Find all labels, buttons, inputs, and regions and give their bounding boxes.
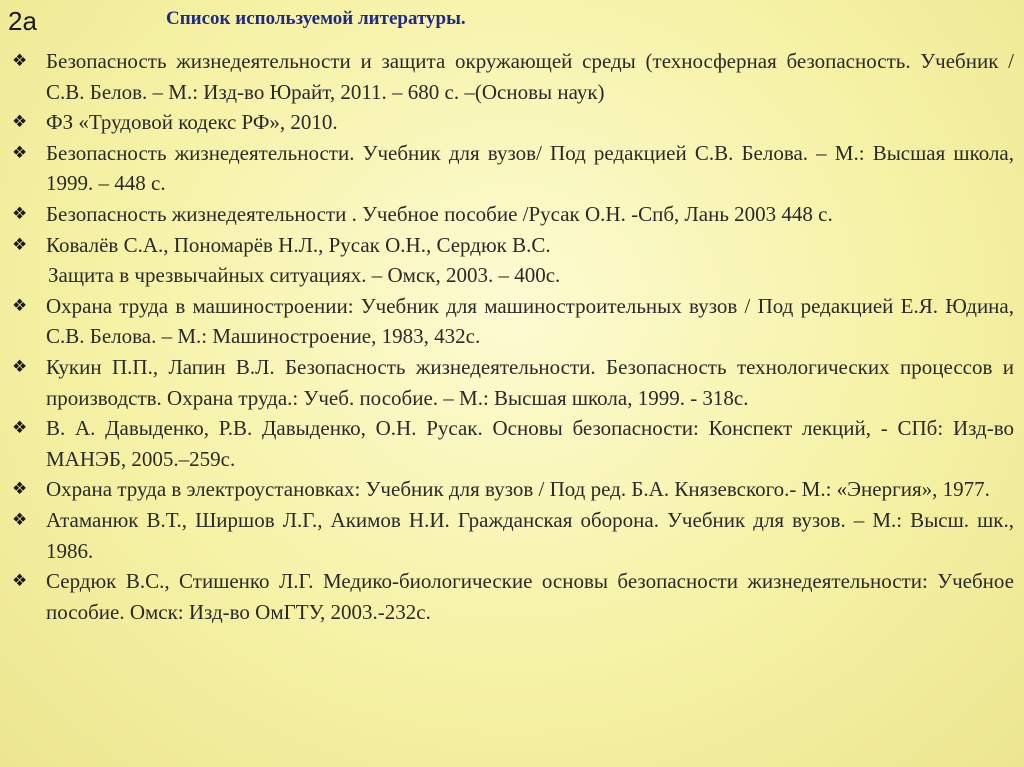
reference-item xyxy=(10,138,1014,199)
reference-item xyxy=(10,199,1014,230)
reference-item xyxy=(10,566,1014,627)
reference-item xyxy=(10,46,1014,107)
reference-text: В. А. Давыденко, Р.В. Давыденко, О.Н. Русак. Основы безопасности: Конспект лекций, - СПб: Изд-во МАНЭБ, 2005.–259с. xyxy=(46,416,1014,471)
reference-item xyxy=(10,505,1014,566)
diamond-bullet-icon: ❖ xyxy=(12,509,28,530)
diamond-bullet-icon: ❖ xyxy=(12,479,28,500)
reference-text: Безопасность жизнедеятельности. Учебник для вузов/ Под редакцией С.В. Белова. – М.: Высшая школа, 1999. – 448 с. xyxy=(46,140,1014,196)
reference-text: Кукин П.П., Лапин В.Л. Безопасность жизнедеятельности. Безопасность технологических процессов и производств. Охрана труда.: Учеб. пособие. – М.: Высшая школа, 1999. - 318с. xyxy=(46,354,1014,410)
reference-text: ФЗ «Трудовой кодекс РФ», 2010. xyxy=(46,110,338,135)
reference-item xyxy=(10,413,1014,474)
diamond-bullet-icon: ❖ xyxy=(12,51,28,71)
reference-text: Охрана труда в электроустановках: Учебник для вузов / Под ред. Б.А. Князевского.- М.: «Энергия», 1977. xyxy=(46,477,990,502)
diamond-bullet-icon: ❖ xyxy=(12,234,28,255)
reference-text: Сердюк В.С., Стишенко Л.Г. Медико-биологические основы безопасности жизнедеятельности: Учебное пособие. Омск: Изд-во ОмГТУ, 2003.-232с. xyxy=(46,569,1014,624)
reference-continuation: Защита в чрезвычайных ситуациях. – Омск, 2003. – 400с. xyxy=(48,263,561,288)
reference-item xyxy=(10,291,1014,352)
slide-title: Список используемой литературы. xyxy=(166,8,466,29)
diamond-bullet-icon: ❖ xyxy=(12,142,28,163)
reference-text: Охрана труда в машиностроении: Учебник для машиностроительных вузов / Под редакцией Е.Я. Юдина, С.В. Белова. – М.: Машиностроение, 1983, 432с. xyxy=(46,293,1014,349)
slide-number: 2а xyxy=(8,6,37,36)
reference-list xyxy=(10,46,1014,627)
reference-text: Безопасность жизнедеятельности . Учебное пособие /Русак О.Н. -Спб, Лань 2003 448 с. xyxy=(46,201,833,226)
diamond-bullet-icon: ❖ xyxy=(12,203,28,224)
diamond-bullet-icon: ❖ xyxy=(12,356,28,377)
reference-text: Ковалёв С.А., Пономарёв Н.Л., Русак О.Н., Сердюк В.С. xyxy=(46,232,551,257)
diamond-bullet-icon: ❖ xyxy=(12,112,28,133)
reference-text: Атаманюк В.Т., Ширшов Л.Г., Акимов Н.И. Гражданская оборона. Учебник для вузов. – М.: Высш. шк., 1986. xyxy=(46,507,1014,563)
diamond-bullet-icon: ❖ xyxy=(12,295,28,316)
diamond-bullet-icon: ❖ xyxy=(12,571,28,592)
diamond-bullet-icon: ❖ xyxy=(12,418,28,439)
reference-item xyxy=(10,352,1014,413)
reference-item xyxy=(10,230,1014,261)
reference-item xyxy=(10,107,1014,138)
reference-item xyxy=(10,474,1014,505)
reference-text: Безопасность жизнедеятельности и защита окружающей среды (техносферная безопасность. Учебник / С.В. Белов. – М.: Изд-во Юрайт, 2011. – 680 с. –(Основы наук) xyxy=(46,49,1014,104)
